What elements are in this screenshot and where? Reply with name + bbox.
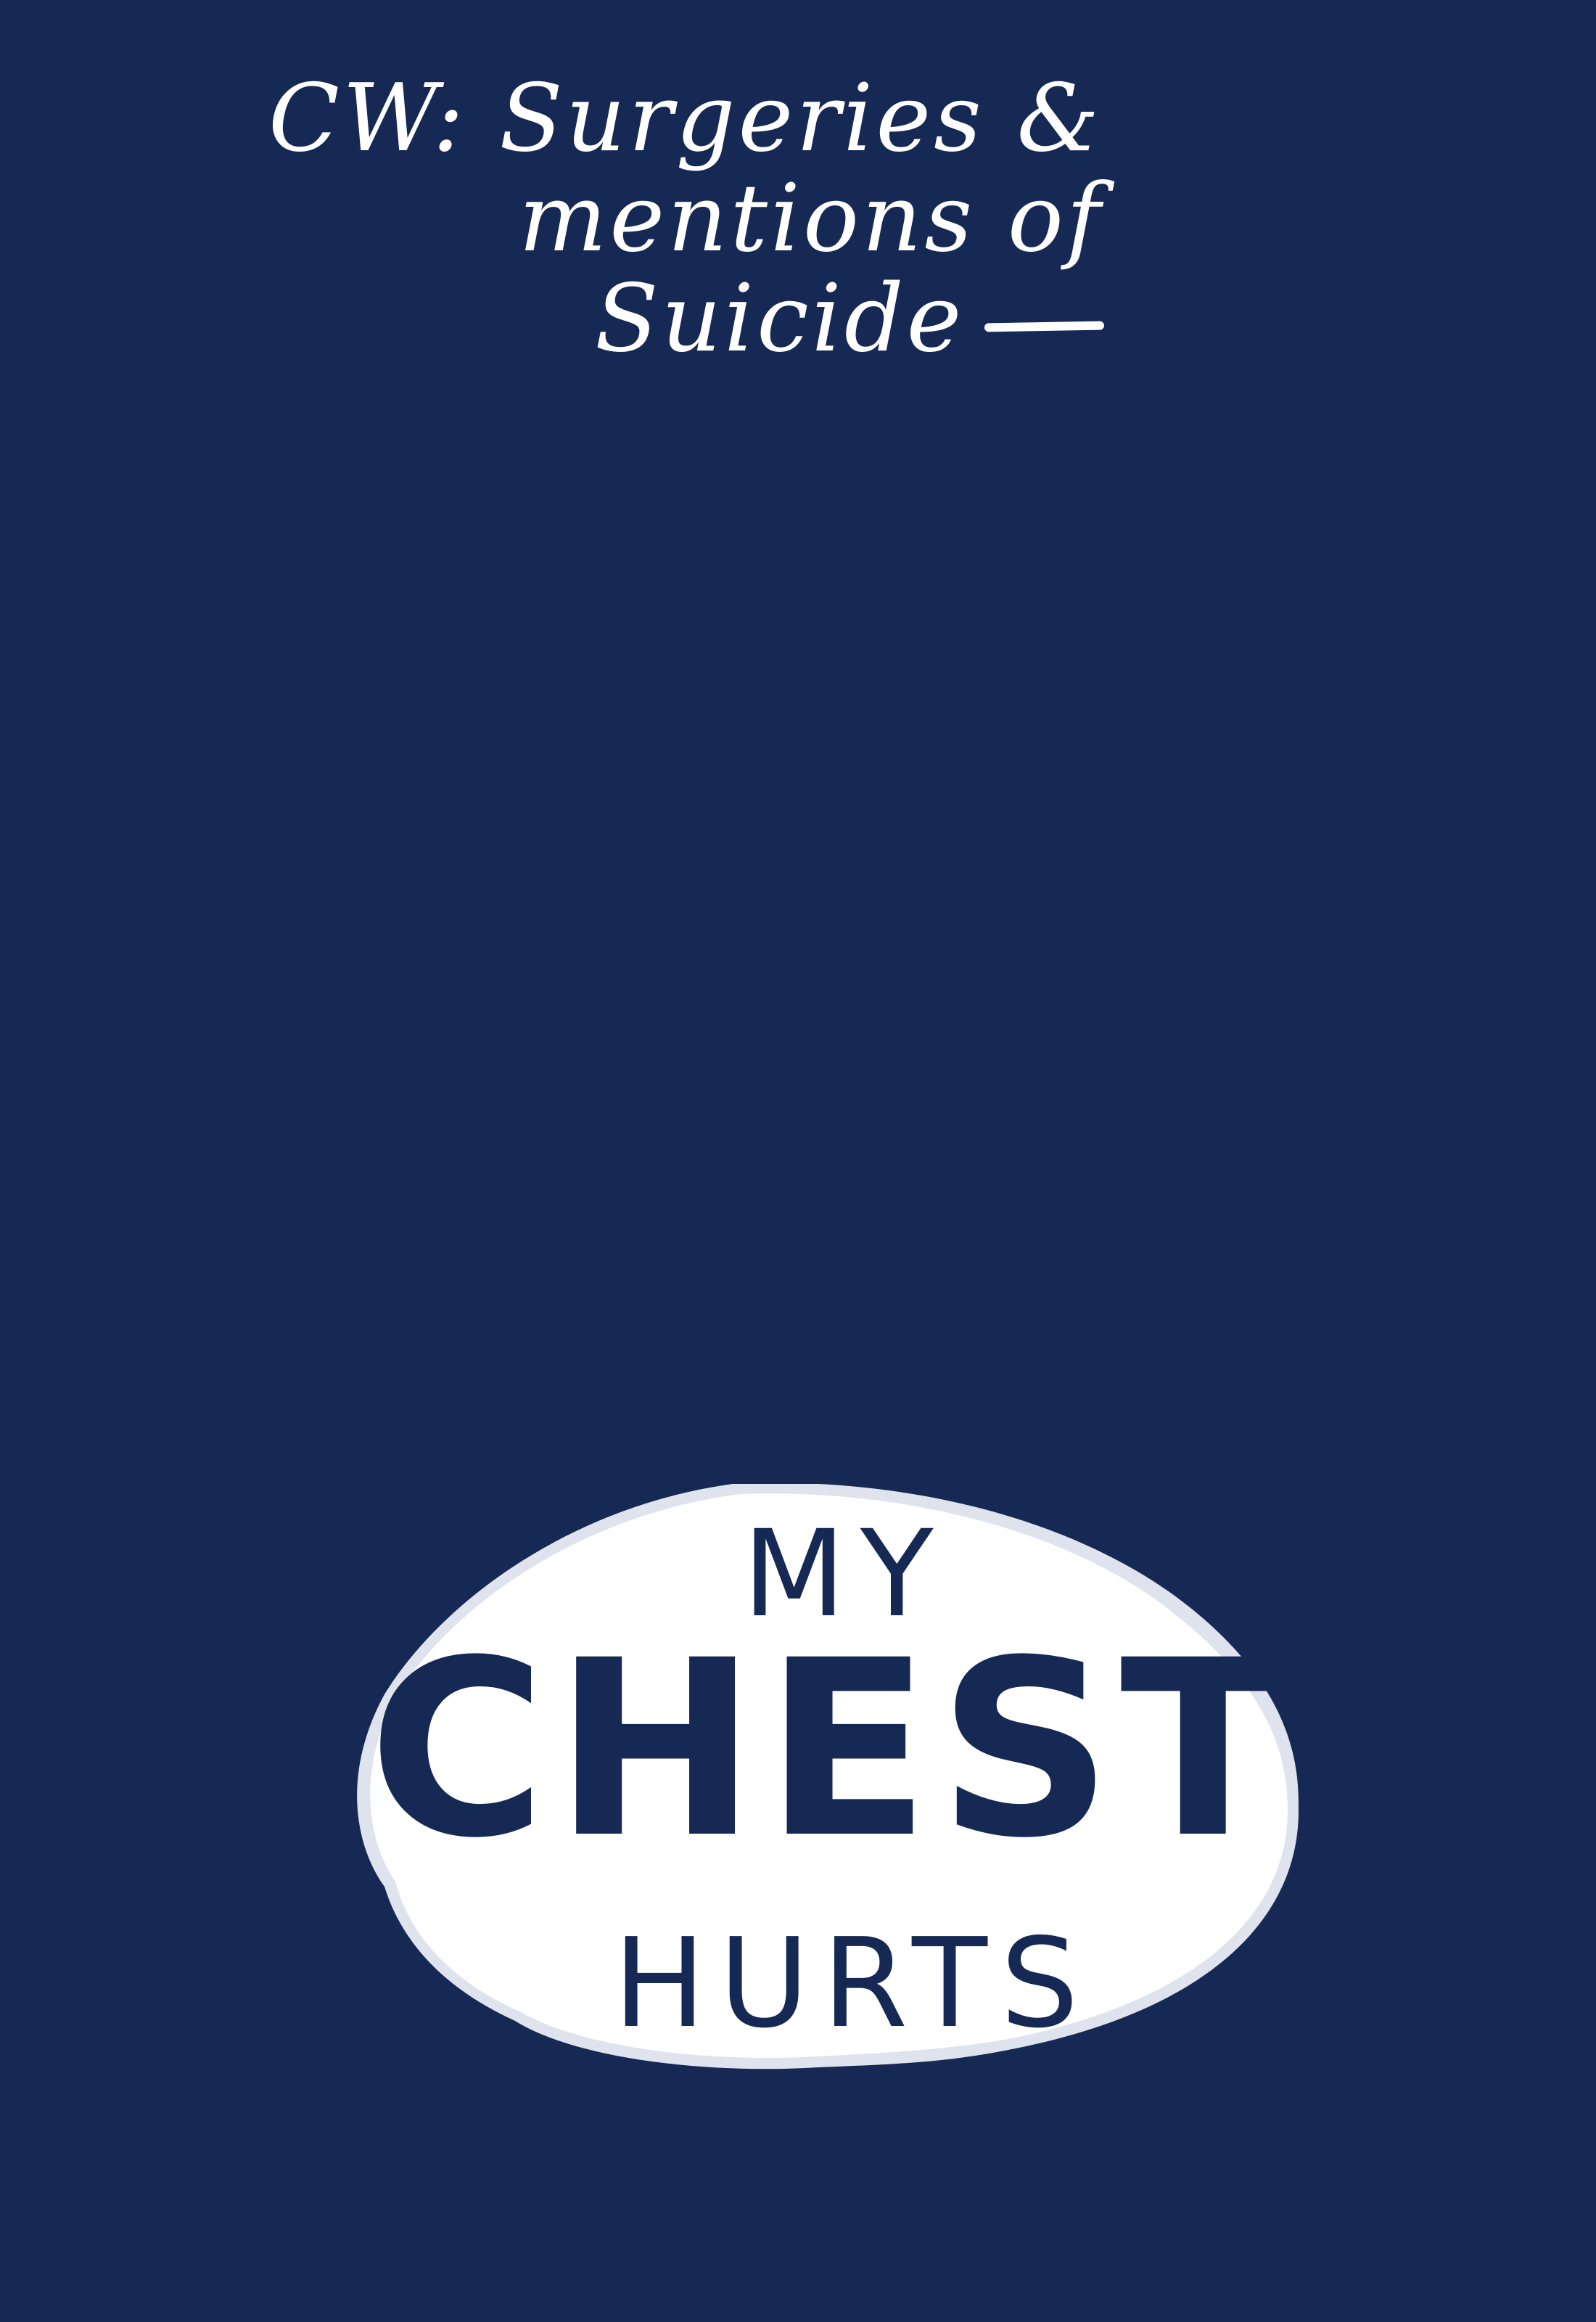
title-my: MY	[742, 1504, 948, 1644]
title-bubble	[355, 1484, 1306, 2079]
content-warning-line-3-text: Suicide	[595, 265, 965, 373]
content-warning	[268, 65, 1139, 373]
title-hurts: HURTS	[613, 1912, 1092, 2056]
dash-mark	[984, 321, 1104, 332]
content-warning-line-2: mentions of	[519, 165, 1104, 273]
content-warning-line-3	[595, 265, 1139, 373]
title-chest: CHEST	[368, 1609, 1293, 1892]
content-warning-line-1: CW: Surgeries &	[268, 65, 1103, 173]
